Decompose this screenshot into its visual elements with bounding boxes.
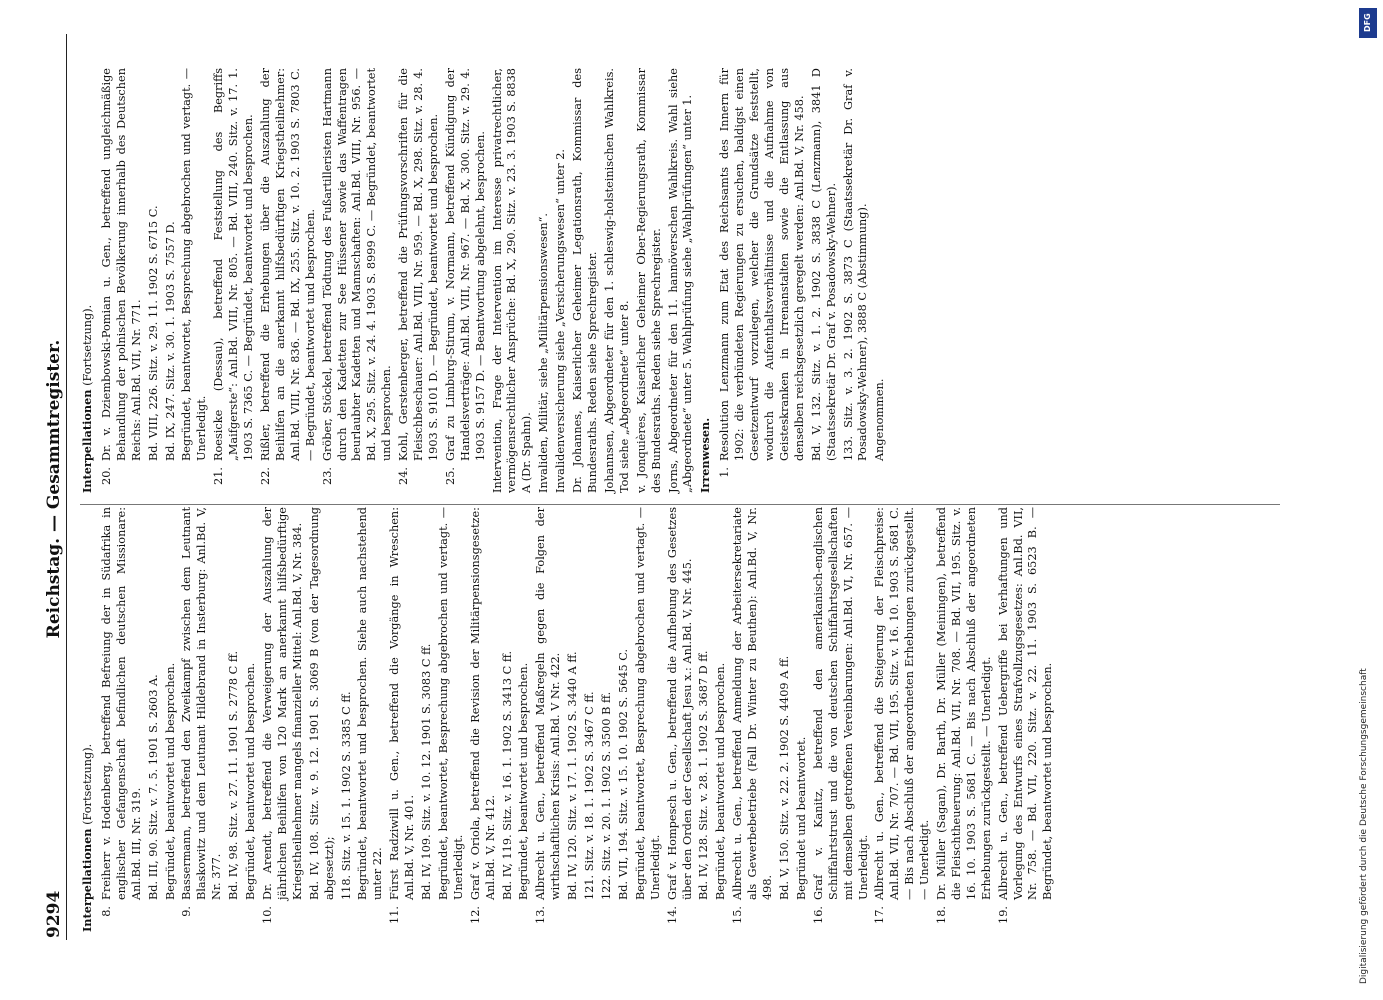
entry-text: Freiherr v. Hodenberg, betreffend Befreiung der in Südafrika in englischer Gefangenschaft befindlichen deutschen Missionare: Anl.Bd. III, Nr. 319.	[99, 507, 143, 900]
register-entry	[534, 507, 564, 932]
entry-reference-line: Begründet, beantwortet und besprochen.	[244, 662, 258, 900]
register-term: Intervention, Frage der Intervention im Interesse privatrechtlicher, vermögensrechtlicher Ansprüche: Bd. X, 290. Sitz. v. 23. 3. 1903 S. 8838 A (Dr. Spahn).	[490, 68, 534, 493]
register-entry	[731, 507, 776, 932]
register-entry	[212, 68, 257, 493]
entry-reference-line: Begründet, beantwortet, Besprechung abgebrochen und vertagt. — Unerledigt.	[180, 68, 209, 461]
entry-number: 9.	[180, 906, 194, 917]
entry-text: Graf v. Hompesch u. Gen., betreffend die Aufhebung des Gesetzes über den Orden der Gesellschaft Jesu x.: Anl.Bd. V, Nr. 445.	[665, 507, 694, 900]
register-term: Invaliden, Militär, siehe „Militärpensionswesen“.	[537, 212, 551, 493]
entry-text: Resolution Lenzmann zum Etat des Reichsamts des Innern für 1902: die verbündeten Regierungen zu ersuchen, baldigst einen Gesetzentwurf vorzulegen, welcher die Grundsätze feststellt, wodurch die Aufenthaltsverhältnisse und die Aufnahme von Geisteskranken in Irrenanstalten sowie die Entlassung aus denselben reichsgesetzlich geregelt werden: Anl.Bd. V, Nr. 458.	[718, 68, 806, 461]
column-divider	[80, 504, 1280, 505]
register-entry	[469, 507, 499, 932]
running-title: Reichstag. — Gesammtregister.	[44, 339, 64, 639]
entry-text: Albrecht u. Gen., betreffend Anmeldung der Arbeitersekretariate als Gewerbebetriebe (Fall Dr. Winter zu Beuthen): Anl.Bd. V, Nr. 498.	[731, 507, 775, 900]
entry-number: 20.	[99, 467, 113, 485]
register-term: Invalidenversicherung siehe „Versicherungswesen“ unter 2.	[554, 148, 568, 493]
digitization-credit: Digitalisierung gefördert durch die Deutsche Forschungsgemeinschaft	[1359, 668, 1369, 984]
entry-text: Roesicke (Dessau), betreffend Feststellung des Begriffs „Maifgerste“: Anl.Bd. VIII, Nr. 805. — Bd. VIII, 240. Sitz. v. 17. 1. 1903 S. 7365 C. — Begründet, beantwortet und besprochen.	[212, 68, 256, 461]
entry-number: 16.	[811, 906, 825, 924]
entry-number: 18.	[935, 906, 949, 924]
entry-reference-line: Begründet, beantwortet und besprochen. Siehe auch nachstehend unter 22.	[356, 507, 385, 900]
entry-number: 12.	[468, 906, 482, 924]
entry-number: 14.	[665, 906, 679, 924]
register-entry	[873, 507, 933, 932]
entry-reference-line: Bd. III, 90. Sitz. v. 7. 5. 1901 S. 2603 A.	[146, 674, 160, 900]
entry-text: Albrecht u. Gen., betreffend Maßregeln gegen die Folgen der wirthschaftlichen Krisis: Anl.Bd. V Nr. 422.	[534, 507, 563, 900]
entry-text: Dr. Müller (Sagan), Dr. Barth, Dr. Müller (Meiningen), betreffend die Fleischtheuerung: Anl.Bd. VII, Nr. 708. — Bd. VII, 195. Sitz. v. 16. 10. 1903 S. 5681 C. — Bis nach Abschluß der angeordneten Erhebungen zurückgestellt. — Unerledigt.	[935, 507, 993, 900]
register-entry	[180, 507, 225, 932]
entry-reference-line: Bd. VIII, 226. Sitz. v. 29. 11. 1902 S. 6715 C.	[146, 205, 160, 461]
entry-number: 11.	[388, 906, 402, 924]
entry-reference-line: Bd. IV, 128. Sitz. v. 28. 1. 1902 S. 3687 D ff.	[697, 650, 711, 900]
entry-text: Rißler, betreffend die Erhebungen über die Auszahlung der Beihilfen an die anerkannt hilfsbedürftigen Kriegstheilnehmer: Anl.Bd. VIII, Nr. 836. — Bd. IX, 255. Sitz. v. 10. 2. 1903 S. 7803 C. — Begründet, beantwortet und besprochen.	[258, 68, 317, 461]
section-heading	[80, 507, 96, 932]
entry-reference-line: Bd. VII, 194. Sitz. v. 15. 10. 1902 S. 5645 C.	[616, 648, 630, 900]
entry-reference-line: Bd. IV, 120. Sitz. v. 17. 1. 1902 S. 3440 A ff.	[566, 651, 580, 900]
entry-reference-line: 133. Sitz. v. 3. 2. 1902 S. 3873 C (Staatssekretär Dr. Graf v. Posadowsky-Wehner), 3888 C (Abstimmung).	[841, 68, 870, 461]
entry-reference-line: Begründet, beantwortet und besprochen.	[163, 662, 177, 900]
heading-text: Interpellationen	[80, 828, 94, 932]
entry-reference-line: Bd. IX, 247. Sitz. v. 30. 1. 1903 S. 7557 D.	[163, 221, 177, 461]
entry-number: 8.	[99, 906, 113, 917]
section-heading	[698, 68, 714, 493]
entry-number: 21.	[212, 467, 226, 485]
register-entry	[259, 68, 319, 493]
register-term: Jorns, Abgeordneter für den 11. hannöverschen Wahlkreis. Wahl siehe „Abgeordnete“ unter 5. Wahlprüfung siehe „Wahlprüfungen“ unter 1.	[666, 68, 695, 493]
entry-number: 24.	[397, 467, 411, 485]
entry-text: Dr. v. Dziembowski-Pomian u. Gen., betreffend ungleichmäßige Behandlung der polnischen Bevölkerung innerhalb des Deutschen Reichs: Anl.Bd. VII, Nr. 771.	[99, 68, 143, 461]
entry-number: 10.	[260, 906, 274, 924]
entry-reference-line: 121. Sitz. v. 18. 1. 1902 S. 3467 C ff.	[583, 691, 597, 900]
heading-note: (Fortsetzung).	[81, 304, 94, 386]
entry-reference-line: Begründet, beantwortet und besprochen.	[517, 662, 531, 900]
entry-text: Kohl, Gerstenberger, betreffend die Prüfungsvorschriften für die Fleischbeschauer: Anl.Bd. VIII, Nr. 959. — Bd. X, 298. Sitz. v. 28. 4. 1903 S. 9101 D. — Begründet, beantwortet und besprochen.	[397, 68, 440, 461]
entry-number: 17.	[873, 906, 887, 924]
entry-number: 25.	[443, 467, 457, 485]
dfg-logo: DFG	[1359, 8, 1377, 38]
register-entry	[812, 507, 872, 932]
register-term: Johannsen, Abgeordneter für den 1. schleswig-holsteinischen Wahlkreis. Tod siehe „Abgeordnete“ unter 8.	[602, 68, 631, 493]
entry-reference-line: Bd. V, 150. Sitz. v. 22. 2. 1902 S. 4409 A ff.	[777, 655, 791, 900]
entry-reference-line: Begründet, beantwortet, Besprechung abgebrochen und vertagt. — Unerledigt.	[633, 507, 662, 900]
entry-number: 1.	[718, 467, 732, 478]
entry-reference-line: 122. Sitz. v. 20. 1. 1902 S. 3500 B ff.	[600, 691, 613, 900]
register-entry	[666, 507, 696, 932]
register-entry	[718, 68, 807, 493]
right-column	[80, 68, 890, 493]
entry-text: Albrecht u. Gen., betreffend die Steigerung der Fleischpreise: Anl.Bd. VII, Nr. 707. — Bd. VII, 195. Sitz. v. 16. 10. 1903 S. 5681 C. — Bis nach Abschluß der angeordneten Erhebungen zurückgestellt. — Unerledigt.	[873, 507, 932, 900]
entry-reference-line: Bd. V, 132. Sitz. v. 1. 2. 1902 S. 3838 C (Lenzmann), 3841 D (Staatssekretär Dr. Graf v. Posadowsky-Wehner).	[809, 68, 838, 461]
left-column	[80, 507, 1058, 932]
entry-reference-line: Angenommen.	[873, 378, 887, 461]
register-entry	[397, 68, 442, 493]
page-number: 9294	[44, 890, 64, 938]
entry-reference-line: Begründet, beantwortet und besprochen.	[714, 662, 728, 900]
register-term: Dr. Johannes, Kaiserlicher Geheimer Legationsrath, Kommissar des Bundesraths. Reden siehe Sprechregister.	[571, 68, 599, 493]
entry-reference-line: Bd. IV, 109. Sitz. v. 10. 12. 1901 S. 3083 C ff.	[420, 643, 434, 900]
register-entry	[935, 507, 995, 932]
entry-reference-line: Bd. IV, 98. Sitz. v. 27. 11. 1901 S. 2778 C ff.	[227, 650, 241, 900]
entry-reference-line: Begründet, beantwortet, Besprechung abgebrochen und vertagt. — Unerledigt.	[436, 507, 465, 900]
register-entry	[261, 507, 306, 932]
entry-number: 23.	[320, 467, 334, 485]
entry-number: 22.	[258, 467, 272, 485]
entry-text: Fürst Radziwill u. Gen., betreffend die Vorgänge in Wreschen: Anl.Bd. V, Nr. 401.	[388, 507, 417, 900]
entry-text: Graf v. Oriola, betreffend die Revision der Militärpensionsgesetze: Anl.Bd. V, Nr. 412.	[468, 507, 497, 900]
heading-note: (Fortsetzung).	[81, 743, 94, 825]
register-entry	[321, 68, 396, 493]
entry-reference-line: 118. Sitz. v. 15. 1. 1902 S. 3385 C ff.	[339, 691, 353, 900]
register-entry	[388, 507, 418, 932]
register-entry	[444, 68, 489, 493]
register-entry	[997, 507, 1057, 932]
entry-text: Bassermann, betreffend den Zweikampf zwischen dem Leutnant Blaskowitz und dem Leutnant Hildebrand in Insterburg: Anl.Bd. V, Nr. 377.	[180, 507, 224, 900]
entry-number: 19.	[996, 906, 1010, 924]
heading-text: Irrenwesen.	[698, 417, 713, 493]
entry-reference-line: Begründet und beantwortet.	[794, 736, 808, 900]
entry-text: Gröber, Stöckel, betreffend Tödtung des Fußartilleristen Hartmann durch den Kadetten zur See Hüssener sowie das Waffentragen beurlaubter Kadetten und Mannschaften: Anl.Bd. VIII, Nr. 956. — Bd. X, 295. Sitz. v. 24. 4. 1903 S. 8999 C. — Begründet, beantwortet und besprochen.	[320, 68, 394, 461]
register-entry	[100, 507, 145, 932]
register-term: v. Jonquières, Kaiserlicher Geheimer Ober-Regierungsrath, Kommissar des Bundesraths. Reden siehe Sprechregister.	[634, 68, 663, 493]
heading-text: Interpellationen	[80, 389, 94, 493]
entry-number: 13.	[534, 906, 548, 924]
section-heading	[80, 68, 96, 493]
entry-reference-line: Bd. IV, 108. Sitz. v. 9. 12. 1901 S. 3069 B (von der Tagesordnung abgesetzt);	[307, 507, 336, 900]
entry-number: 15.	[731, 906, 745, 924]
register-entry	[100, 68, 145, 493]
entry-reference-line: Bd. IV, 119. Sitz. v. 16. 1. 1902 S. 3413 C ff.	[500, 650, 514, 900]
header-rule	[66, 34, 67, 940]
entry-text: Graf zu Limburg-Stirum, v. Normann, betreffend Kündigung der Handelsverträge: Anl.Bd. VIII, Nr. 967. — Bd. X, 300. Sitz. v. 29. 4. 1903 S. 9157 D. — Beantwortung abgelehnt, besprochen.	[443, 68, 487, 461]
entry-text: Albrecht u. Gen., betreffend Uebergriffe bei Verhaftungen und Vorlegung des Entwurfs eines Strafvollzugsgesetzes: Anl.Bd. VII, Nr. 758. — Bd. VII, 220. Sitz. v. 22. 11. 1903 S. 6523 B. — Begründet, beantwortet und besprochen.	[996, 507, 1055, 900]
entry-text: Graf v. Kanitz, betreffend den amerikanisch-englischen Schiffahrtstrust und die von deutschen Schiffahrtsgesellschaften mit demselben getroffenen Vereinbarungen: Anl.Bd. VI, Nr. 657. — Unerledigt.	[811, 507, 870, 900]
entry-text: Dr. Arendt, betreffend die Verweigerung der Auszahlung der jährlichen Beihilfen von 120 Mark an anerkannt hilfsbedürftige Kriegstheilnehmer mangels finanzieller Mittel: Anl.Bd. V, Nr. 384.	[260, 507, 304, 900]
